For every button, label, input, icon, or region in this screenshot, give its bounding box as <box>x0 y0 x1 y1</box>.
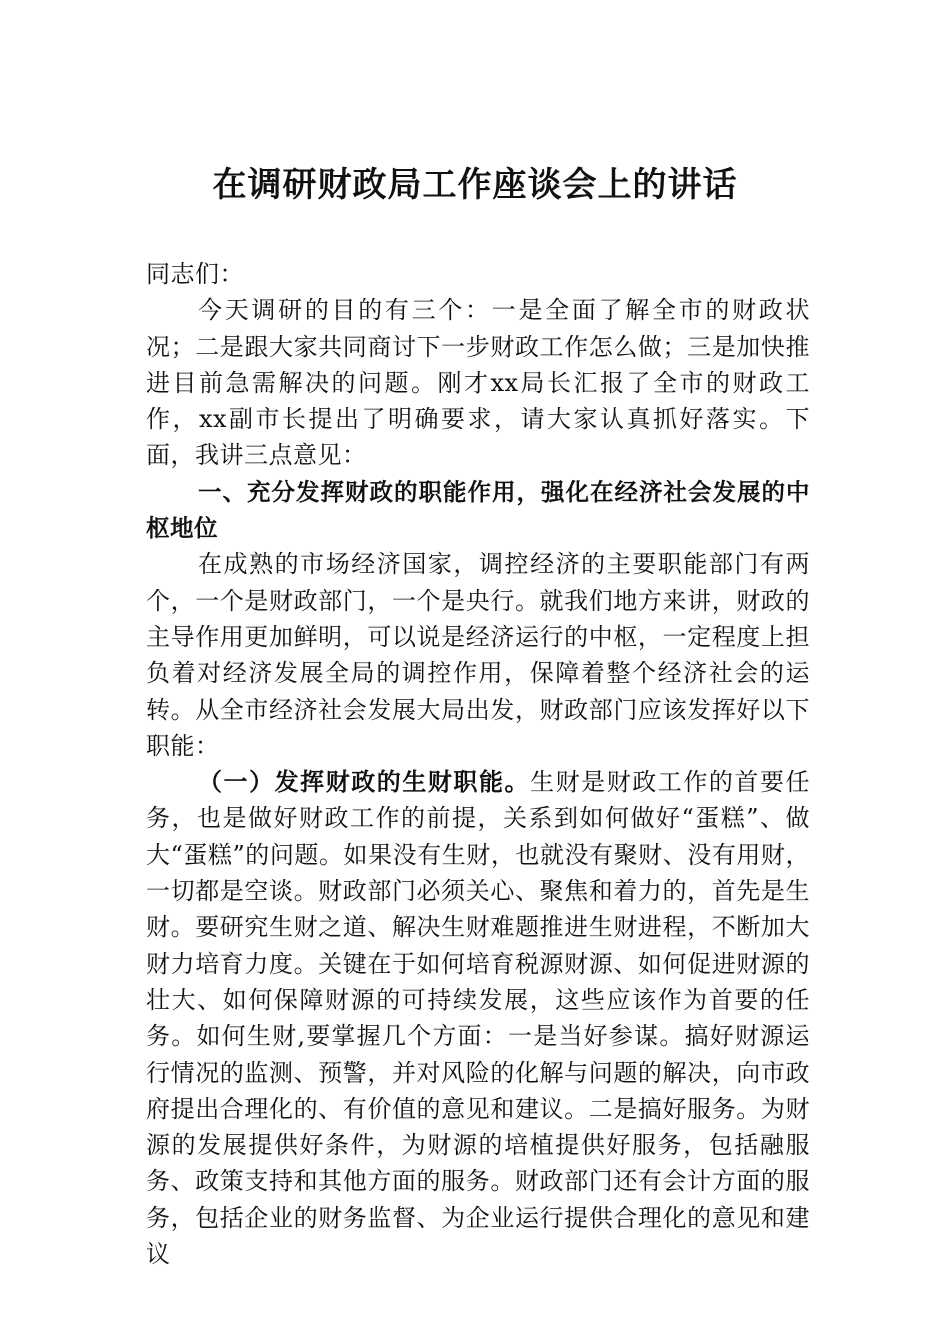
document-title: 在调研财政局工作座谈会上的讲话 <box>212 165 738 205</box>
subsection-1-text: 生财是财政工作的首要任务，也是做好财政工作的前提，关系到如何做好“蛋糕”、做大“蛋糕”的问题。如果没有生财，也就没有聚财、没有用财，一切都是空谈。财政部门必须关心、聚焦和着力的，首先是生财。要研究生财之道、解决生财难题推进生财进程，不断加大财力培育力度。关键在于如何培育税源财源、如何促进财源的壮大、如何保障财源的可持续发展，这些应该作为首要的任务。如何生财,要掌握几个方面：一是当好参谋。搞好财源运行情况的监测、预警，并对风险的化解与问题的解决，向市政府提出合理化的、有价值的意见和建议。二是搞好服务。为财源的发展提供好条件，为财源的培植提供好服务，包括融服务、政策支持和其他方面的服务。财政部门还有会计方面的服务，包括企业的财务监督、为企业运行提供合理化的意见和建议 <box>146 768 811 1269</box>
document-body <box>146 256 810 1272</box>
subsection-1-paragraph <box>146 764 810 1272</box>
section-1-paragraph: 在成熟的市场经济国家，调控经济的主要职能部门有两个，一个是财政部门，一个是央行。就我们地方来讲，财政的主导作用更加鲜明，可以说是经济运行的中枢，一定程度上担负着对经济发展全局的调控作用，保障着整个经济社会的运转。从全市经济社会发展大局出发，财政部门应该发挥好以下职能： <box>146 550 810 760</box>
subsection-1-lead: （一）发挥财政的生财职能。 <box>198 767 531 797</box>
salutation: 同志们： <box>146 260 244 288</box>
section-heading-1: 一、充分发挥财政的职能作用，强化在经济社会发展的中枢地位 <box>146 477 810 543</box>
intro-paragraph: 今天调研的目的有三个：一是全面了解全市的财政状况；二是跟大家共同商讨下一步财政工作怎么做；三是加快推进目前急需解决的问题。刚才xx局长汇报了全市的财政工作，xx副市长提出了明确要求，请大家认真抓好落实。下面，我讲三点意见： <box>146 296 810 470</box>
